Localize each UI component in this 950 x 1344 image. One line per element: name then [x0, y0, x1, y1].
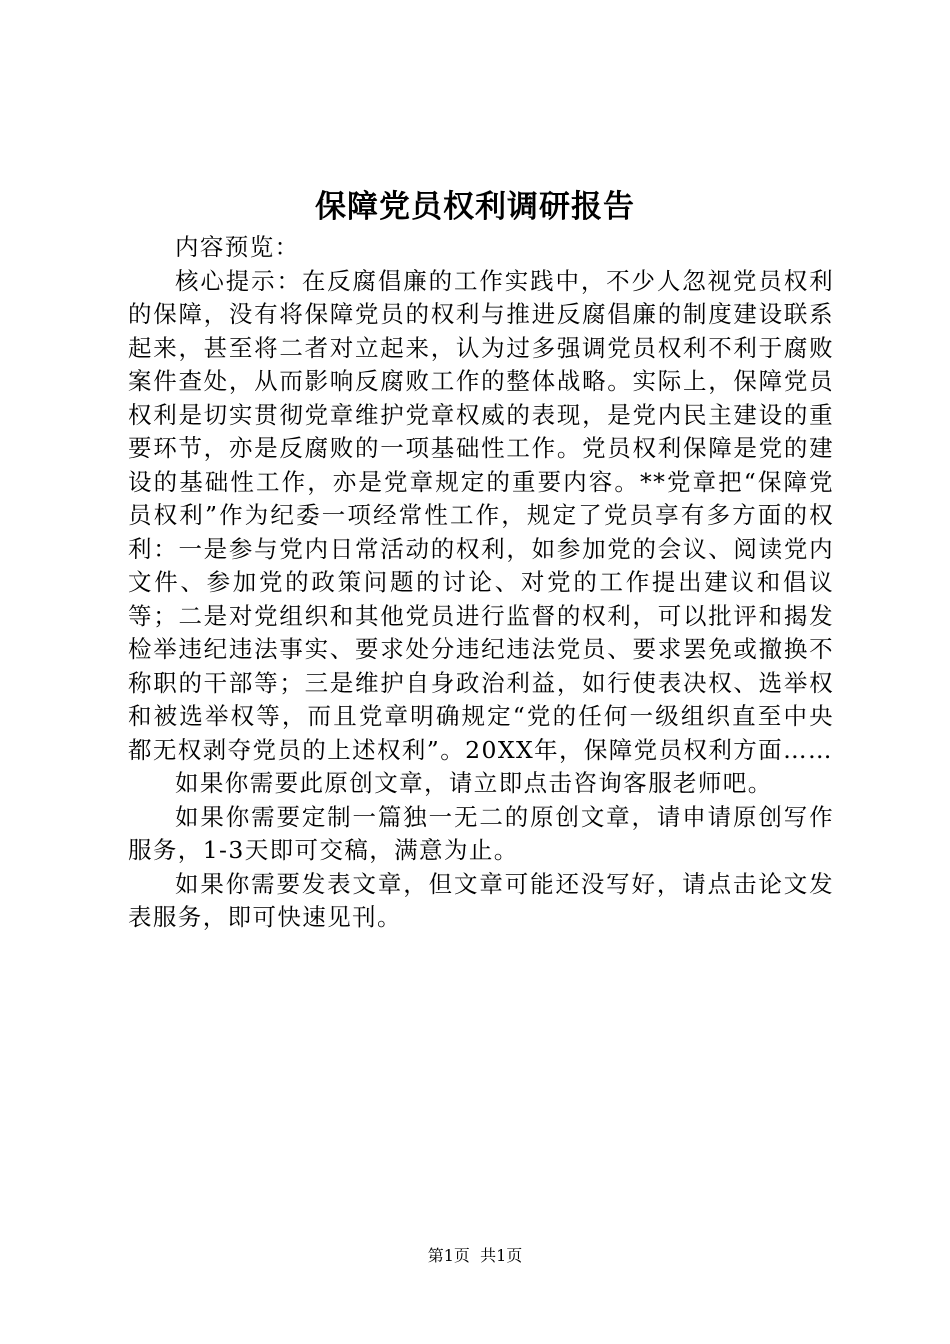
core-summary-paragraph: 核心提示：在反腐倡廉的工作实践中，不少人忽视党员权利的保障，没有将保障党员的权利与推进反腐倡廉的制度建设联系起来，甚至将二者对立起来，认为过多强调党员权利不利于腐败案件查处，从而影响反腐败工作的整体战略。实际上，保障党员权利是切实贯彻党章维护党章权威的表现，是党内民主建设的重要环节，亦是反腐败的一项基础性工作。党员权利保障是党的建设的基础性工作，亦是党章规定的重要内容。**党章把“保障党员权利”作为纪委一项经常性工作，规定了党员享有多方面的权利：一是参与党内日常活动的权利，如参加党的会议、阅读党内文件、参加党的政策问题的讨论、对党的工作提出建议和倡议等；二是对党组织和其他党员进行监督的权利，可以批评和揭发检举违纪违法事实、要求处分违纪违法党员、要求罢免或撤换不称职的干部等；三是维护自身政治利益，如行使表决权、选举权和被选举权等，而且党章明确规定“党的任何一级组织直至中央都无权剥夺党员的上述权利”。20XX年，保障党员权利方面……	[128, 266, 834, 764]
document-title: 保障党员权利调研报告	[315, 189, 635, 225]
consult-service-paragraph: 如果你需要此原创文章，请立即点击咨询客服老师吧。	[175, 769, 773, 797]
preview-label: 内容预览：	[175, 233, 300, 261]
publication-service-paragraph: 如果你需要发表文章，但文章可能还没写好，请点击论文发表服务，即可快速见刊。	[128, 869, 834, 931]
document-body	[128, 231, 834, 935]
custom-writing-paragraph: 如果你需要定制一篇独一无二的原创文章，请申请原创写作服务，1-3天即可交稿，满意为止。	[128, 802, 834, 864]
page-footer: 第1页 共1页	[427, 1246, 523, 1265]
